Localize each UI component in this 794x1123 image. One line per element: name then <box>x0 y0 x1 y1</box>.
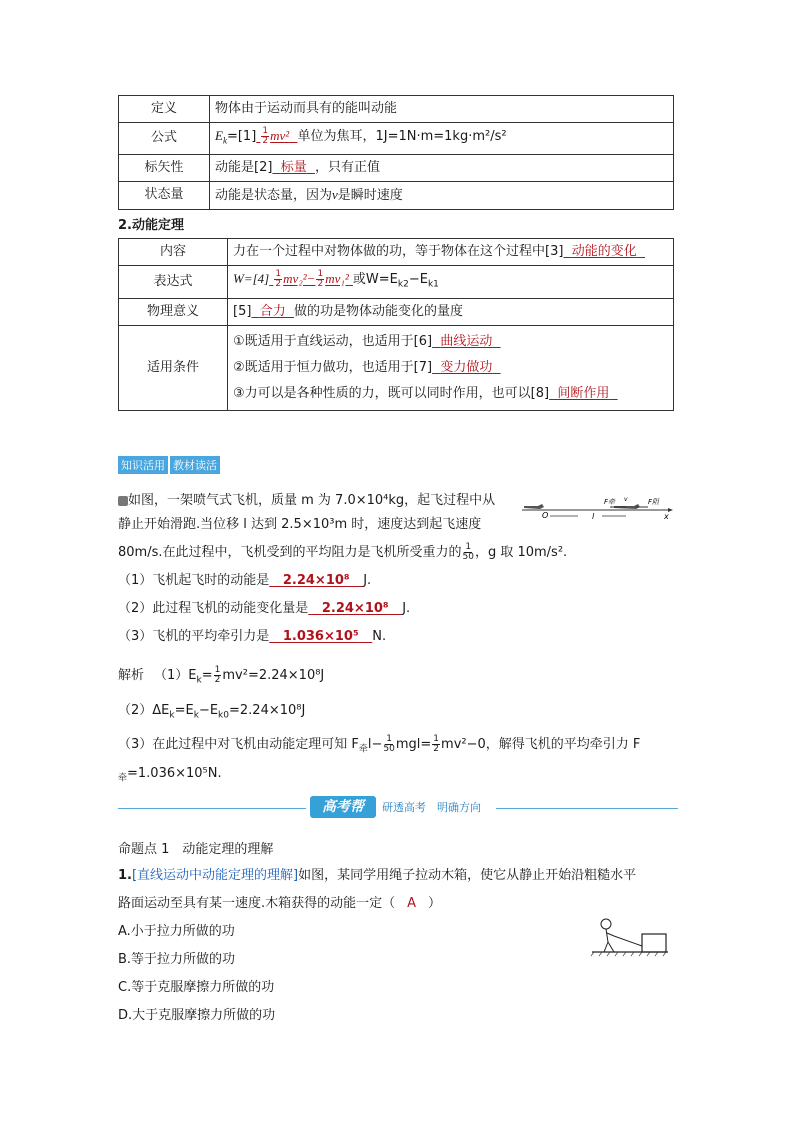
table-row <box>119 123 674 155</box>
label-displacement: l <box>592 512 595 520</box>
row-key: 表达式 <box>119 266 228 299</box>
row-value: 动能是[2] 标量 ，只有正值 <box>210 154 674 181</box>
row-value: W=[4] $\frac{1}{2}$ mv₂²− $\frac{1}{2}$ mv₁² 或$W=E_{k2}-E_{k1}$ <box>228 266 674 299</box>
problem-icon <box>118 496 128 506</box>
table-row <box>119 298 674 325</box>
table-row <box>119 325 674 410</box>
table-row <box>119 181 674 209</box>
row-value: 力在一个过程中对物体做的功，等于物体在这个过程中[3] 动能的变化 <box>228 239 674 266</box>
option-d: D.大于克服摩擦力所做的功 <box>118 1008 276 1023</box>
tag-group <box>118 456 220 474</box>
tag-textbook: 教材读活 <box>170 456 220 474</box>
option-c: C.等于克服摩擦力所做的功 <box>118 980 275 995</box>
row-value: $E_k=[1]$ $\frac{1}{2}$ mv² 单位为焦耳，1J=1N·m=1kg·m²/s² <box>210 123 674 155</box>
row-key: 公式 <box>119 123 210 155</box>
table-row <box>119 239 674 266</box>
gaokaobang-logo: 高考帮 <box>310 796 376 818</box>
row-key: 定义 <box>119 96 210 123</box>
row-value: 动能是状态量，因为v是瞬时速度 <box>210 181 674 209</box>
row-key: 标矢性 <box>119 154 210 181</box>
work-energy-theorem-table <box>118 238 674 411</box>
topic-title: 命题点 1 动能定理的理解 <box>118 842 274 857</box>
table-row <box>119 266 674 299</box>
row-key: 物理意义 <box>119 298 228 325</box>
row-key: 状态量 <box>119 181 210 209</box>
option-a: A.小于拉力所做的功 <box>118 924 235 939</box>
solution: 解析 $(1)E_k=$ $\frac{1}{2}$ mv²=2.24×10⁸J $(2)\Delta E_k=E_k-E_{k0}=2.24\times 10^8J$ （3）在此过程中对飞机由动能定理可知 $F_牵l-$ $\frac{1}{50}$ mgl= $\frac{1}{2}$ mv²−0，解得飞机的平均牵引力 F $_牵$=1.036×10⁵N. <box>118 665 641 784</box>
row-value: [5] 合力 做的功是物体动能变化的量度 <box>228 298 674 325</box>
label-origin: O <box>542 511 549 520</box>
section-heading: 2.动能定理 <box>118 218 184 233</box>
table-row <box>119 154 674 181</box>
person-pulling-box-figure <box>590 916 670 958</box>
row-key: 内容 <box>119 239 228 266</box>
kinetic-energy-table <box>118 95 674 210</box>
section-divider <box>118 796 678 822</box>
mcq-question: 1.[直线运动中动能定理的理解]如图，某同学用绳子拉动木箱，使它从静止开始沿粗糙水平 路面运动至具有某一速度.木箱获得的动能一定（ A ） A.小于拉力所做的功 B.等于拉力所做的功 C.等于克服摩擦力所做的功 D.大于克服摩擦力所做的功 <box>118 864 678 1028</box>
answer-choice: A <box>407 896 417 911</box>
problem-statement: 如图，一架喷气式飞机，质量 m 为 7.0×10⁴kg，起飞过程中从 静止开始滑跑.当位移 l 达到 2.5×10³m 时，速度达到起飞速度 80m/s.在此过程中，飞机受到的平均阻力是飞机所受重力的 $\frac{1}{50}$ ，g 取 10m/s². （1）飞机起飞时的动能是 2.24×10⁸ J. （2）此过程飞机的动能变化量是 2.24×10⁸ J. （3）飞机的平均牵引力是 1.036×10⁵ N. <box>118 493 568 644</box>
row-value: 物体由于运动而具有的能叫动能 <box>210 96 674 123</box>
label-axis: x <box>664 512 669 520</box>
row-key: 适用条件 <box>119 325 228 410</box>
box-icon <box>642 934 666 952</box>
label-thrust: F牵 <box>604 498 616 506</box>
label-velocity: v <box>624 496 628 503</box>
row-value: ①既适用于直线运动，也适用于[6] 曲线运动 ②既适用于恒力做功，也适用于[7] 变力做功 ③力可以是各种性质的力，既可以同时作用，也可以[8] 间断作用 <box>228 325 674 410</box>
person-head-icon <box>601 919 611 929</box>
option-b: B.等于拉力所做的功 <box>118 952 236 967</box>
table-row <box>119 96 674 123</box>
label-resistance: F阻 <box>648 498 660 506</box>
tag-knowledge: 知识活用 <box>118 456 168 474</box>
divider-slogan: 研透高考 明确方向 <box>382 801 481 814</box>
